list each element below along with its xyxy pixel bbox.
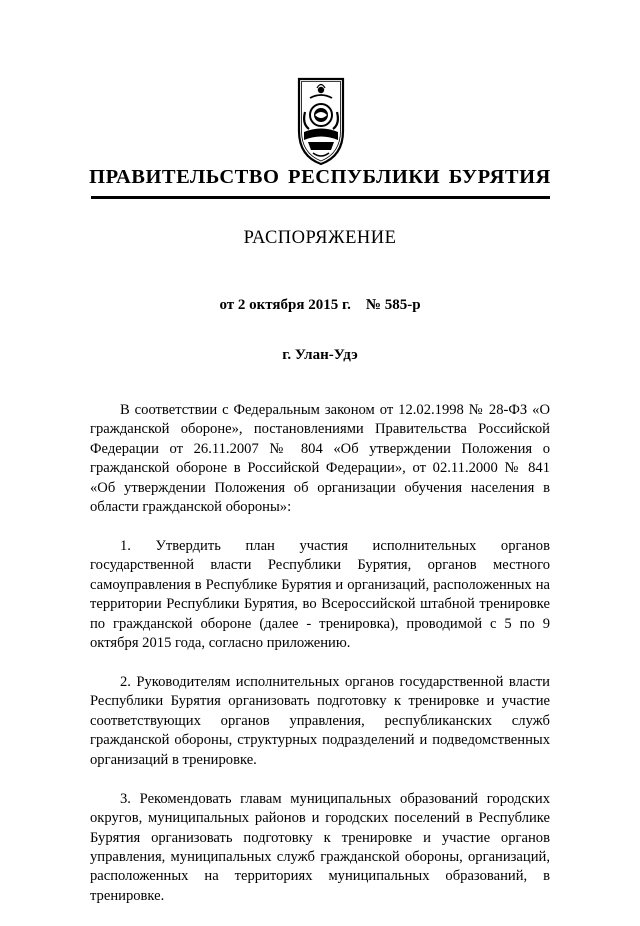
coat-of-arms-icon: [296, 76, 346, 166]
city-line: г. Улан-Удэ: [282, 347, 358, 363]
clause-1-paragraph: 1. Утвердить план участия исполнительных органов государственной власти Республики Бурятия, органов местного самоуправления в Республике Бурятия и организаций, расположенных на территории Республики Бурятия, во Всероссийской штабной тренировке по гражданской обороне (далее - тренировка), проводимой с 5 по 9 октября 2015 года, согласно приложению.: [90, 538, 550, 652]
document-type: РАСПОРЯЖЕНИЕ: [243, 228, 397, 248]
clause-2-paragraph: 2. Руководителям исполнительных органов государственной власти Республики Бурятия организовать подготовку к тренировке и участие соответствующих органов управления, республиканских служб гражданской обороны, структурных подразделений и подведомственных организаций в тренировке.: [90, 674, 550, 768]
date-and-number: от 2 октября 2015 г. № 585-р: [219, 297, 421, 313]
preamble-paragraph: В соответствии с Федеральным законом от 12.02.1998 № 28-ФЗ «О гражданской обороне», постановлениями Правительства Российской Федерации от 26.11.2007 № 804 «Об утверждении Положения о гражданской обороне в Российской Федерации», от 02.11.2000 № 841 «Об утверждении Положения об организации обучения населения в области гражданской обороны»:: [90, 402, 550, 516]
clause-3-paragraph: 3. Рекомендовать главам муниципальных образований городских округов, муниципальных районов и городских поселений в Республике Бурятия организовать подготовку к тренировке и участие органов управления, муниципальных служб гражданской обороны, организаций, расположенных на территориях муниципальных образований, в тренировке.: [90, 790, 550, 904]
document-body: [90, 401, 550, 926]
organization-title: ПРАВИТЕЛЬСТВО РЕСПУБЛИКИ БУРЯТИЯ: [89, 166, 551, 188]
header-divider: [91, 196, 550, 199]
